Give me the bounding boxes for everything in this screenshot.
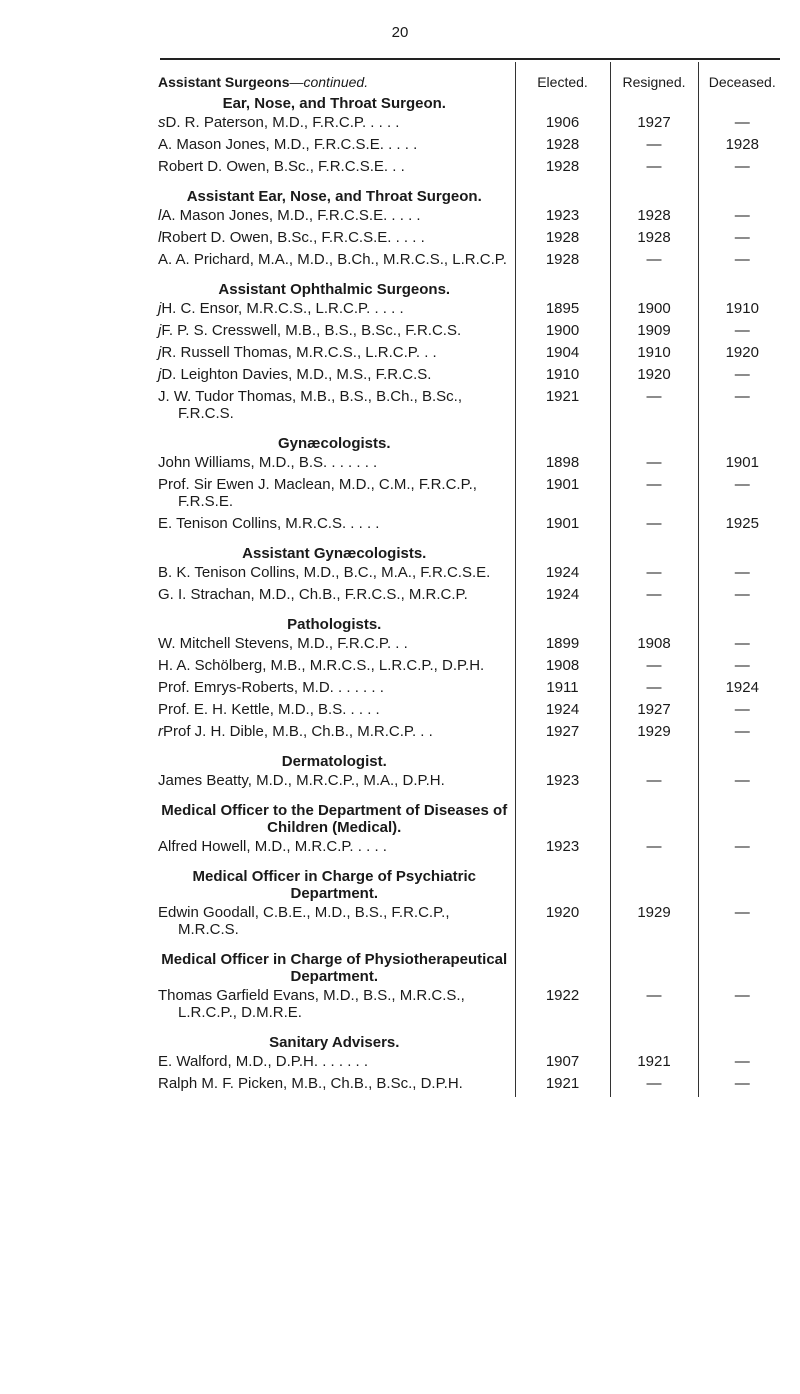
staff-name-cell bbox=[158, 476, 515, 515]
resigned-year: 1928 bbox=[610, 229, 698, 251]
deceased-year: — bbox=[698, 1075, 786, 1097]
elected-year: 1895 bbox=[515, 300, 610, 322]
section-spacer-cell bbox=[515, 794, 610, 838]
staff-name-cell bbox=[158, 229, 515, 251]
section-title: Assistant Ear, Nose, and Throat Surgeon. bbox=[186, 188, 482, 205]
section-spacer-cell bbox=[698, 860, 786, 904]
resigned-year: — bbox=[610, 454, 698, 476]
resigned-year: 1910 bbox=[610, 344, 698, 366]
elected-column-header: Elected. bbox=[515, 62, 610, 95]
roll-mark: s bbox=[158, 114, 166, 131]
section-heading-row bbox=[158, 427, 786, 454]
elected-year: 1924 bbox=[515, 564, 610, 586]
resigned-year: 1908 bbox=[610, 635, 698, 657]
section-spacer-cell bbox=[698, 427, 786, 454]
register-row bbox=[158, 366, 786, 388]
staff-entry bbox=[158, 1053, 511, 1070]
deceased-year: 1910 bbox=[698, 300, 786, 322]
section-spacer-cell bbox=[698, 537, 786, 564]
section-spacer-cell bbox=[610, 794, 698, 838]
section-spacer-cell bbox=[515, 1026, 610, 1053]
resigned-year: — bbox=[610, 838, 698, 860]
register-row bbox=[158, 251, 786, 273]
elected-year: 1900 bbox=[515, 322, 610, 344]
elected-year: 1927 bbox=[515, 723, 610, 745]
deceased-year: — bbox=[698, 388, 786, 427]
deceased-year: — bbox=[698, 635, 786, 657]
register-row bbox=[158, 657, 786, 679]
section-title: Ear, Nose, and Throat Surgeon. bbox=[222, 95, 446, 112]
staff-name: H. C. Ensor, M.R.C.S., L.R.C.P. . . . . bbox=[161, 300, 404, 317]
top-rule bbox=[160, 58, 780, 60]
staff-entry bbox=[158, 1075, 511, 1092]
resigned-year: — bbox=[610, 1075, 698, 1097]
elected-year: 1923 bbox=[515, 772, 610, 794]
staff-name-cell bbox=[158, 366, 515, 388]
section-heading-row bbox=[158, 1026, 786, 1053]
elected-year: 1928 bbox=[515, 158, 610, 180]
staff-name-cell bbox=[158, 251, 515, 273]
staff-name: Alfred Howell, M.D., M.R.C.P. . . . . bbox=[158, 838, 387, 855]
staff-name-cell bbox=[158, 586, 515, 608]
section-spacer-cell bbox=[698, 273, 786, 300]
roll-mark: r bbox=[158, 723, 163, 740]
section-title: Medical Officer in Charge of Psychiatric Department. bbox=[192, 868, 476, 902]
staff-name-cell bbox=[158, 657, 515, 679]
staff-name: G. I. Strachan, M.D., Ch.B., F.R.C.S., M.R.C.P. bbox=[158, 586, 468, 603]
page-number: 20 bbox=[391, 24, 409, 41]
deceased-year: — bbox=[698, 1053, 786, 1075]
staff-entry bbox=[158, 366, 511, 383]
register-row bbox=[158, 322, 786, 344]
section-spacer-cell bbox=[610, 427, 698, 454]
staff-name-cell bbox=[158, 564, 515, 586]
staff-name-cell bbox=[158, 772, 515, 794]
resigned-column-header: Resigned. bbox=[610, 62, 698, 95]
section-heading-row bbox=[158, 860, 786, 904]
elected-year: 1924 bbox=[515, 586, 610, 608]
section-spacer-cell bbox=[515, 745, 610, 772]
staff-name: A. Mason Jones, M.D., F.R.C.S.E. . . . . bbox=[161, 207, 421, 224]
staff-entry bbox=[158, 251, 511, 268]
deceased-year: — bbox=[698, 586, 786, 608]
section-heading-row bbox=[158, 537, 786, 564]
section-title: Sanitary Advisers. bbox=[269, 1034, 400, 1051]
resigned-year: 1929 bbox=[610, 723, 698, 745]
staff-entry bbox=[158, 136, 511, 153]
column-header-row bbox=[158, 62, 786, 95]
resigned-year: 1920 bbox=[610, 366, 698, 388]
roll-mark: j bbox=[158, 366, 162, 383]
staff-name: Edwin Goodall, C.B.E., M.D., B.S., F.R.C.P., M.R.C.S. bbox=[158, 904, 450, 938]
section-spacer-cell bbox=[610, 1026, 698, 1053]
staff-name: A. A. Prichard, M.A., M.D., B.Ch., M.R.C.S., L.R.C.P. bbox=[158, 251, 507, 268]
register-row bbox=[158, 987, 786, 1026]
section-spacer-cell bbox=[698, 608, 786, 635]
resigned-year: — bbox=[610, 476, 698, 515]
staff-entry bbox=[158, 586, 511, 603]
staff-entry bbox=[158, 904, 511, 938]
staff-name-cell bbox=[158, 679, 515, 701]
register-row bbox=[158, 229, 786, 251]
staff-name: James Beatty, M.D., M.R.C.P., M.A., D.P.H. bbox=[158, 772, 445, 789]
elected-year: 1920 bbox=[515, 904, 610, 943]
register-row bbox=[158, 586, 786, 608]
elected-year: 1923 bbox=[515, 207, 610, 229]
section-spacer-cell bbox=[698, 1026, 786, 1053]
deceased-year: — bbox=[698, 701, 786, 723]
register-row bbox=[158, 701, 786, 723]
continued-heading: Assistant Surgeons bbox=[158, 74, 290, 90]
section-spacer-cell bbox=[515, 608, 610, 635]
deceased-year: 1901 bbox=[698, 454, 786, 476]
section-spacer-cell bbox=[515, 537, 610, 564]
resigned-year: 1909 bbox=[610, 322, 698, 344]
elected-year: 1921 bbox=[515, 1075, 610, 1097]
resigned-year: — bbox=[610, 388, 698, 427]
register-row bbox=[158, 1075, 786, 1097]
elected-year: 1908 bbox=[515, 657, 610, 679]
register-row bbox=[158, 476, 786, 515]
section-heading-row bbox=[158, 943, 786, 987]
section-spacer-cell bbox=[610, 537, 698, 564]
roll-mark: l bbox=[158, 229, 162, 246]
staff-entry bbox=[158, 838, 511, 855]
staff-name: E. Walford, M.D., D.P.H. . . . . . . bbox=[158, 1053, 369, 1070]
section-spacer-cell bbox=[610, 273, 698, 300]
deceased-year: — bbox=[698, 229, 786, 251]
register-row bbox=[158, 635, 786, 657]
register-row bbox=[158, 904, 786, 943]
resigned-year: — bbox=[610, 251, 698, 273]
section-title: Assistant Ophthalmic Surgeons. bbox=[218, 281, 451, 298]
register-row bbox=[158, 344, 786, 366]
staff-name: D. Leighton Davies, M.D., M.S., F.R.C.S. bbox=[161, 366, 432, 383]
staff-name-cell bbox=[158, 701, 515, 723]
elected-year: 1911 bbox=[515, 679, 610, 701]
staff-name: E. Tenison Collins, M.R.C.S. . . . . bbox=[158, 515, 380, 532]
deceased-year: — bbox=[698, 772, 786, 794]
register-row bbox=[158, 1053, 786, 1075]
staff-name: Robert D. Owen, B.Sc., F.R.C.S.E. . . . . bbox=[161, 229, 425, 246]
staff-name-cell bbox=[158, 1075, 515, 1097]
staff-entry bbox=[158, 207, 511, 224]
section-spacer-cell bbox=[610, 745, 698, 772]
register-body bbox=[158, 95, 786, 1097]
staff-entry bbox=[158, 701, 511, 718]
section-spacer-cell bbox=[515, 95, 610, 114]
staff-register-table bbox=[158, 62, 786, 1097]
name-column-header bbox=[158, 62, 515, 95]
deceased-year: — bbox=[698, 251, 786, 273]
deceased-year: — bbox=[698, 207, 786, 229]
section-heading-row bbox=[158, 608, 786, 635]
staff-name-cell bbox=[158, 114, 515, 136]
elected-year: 1906 bbox=[515, 114, 610, 136]
staff-entry bbox=[158, 723, 511, 740]
register-row bbox=[158, 772, 786, 794]
staff-name-cell bbox=[158, 207, 515, 229]
staff-name-cell bbox=[158, 454, 515, 476]
staff-name-cell bbox=[158, 904, 515, 943]
deceased-year: 1924 bbox=[698, 679, 786, 701]
roll-mark: l bbox=[158, 207, 162, 224]
register-row bbox=[158, 207, 786, 229]
staff-name: H. A. Schölberg, M.B., M.R.C.S., L.R.C.P., D.P.H. bbox=[158, 657, 485, 674]
section-title: Gynæcologists. bbox=[277, 435, 391, 452]
elected-year: 1922 bbox=[515, 987, 610, 1026]
section-spacer-cell bbox=[610, 943, 698, 987]
deceased-year: — bbox=[698, 904, 786, 943]
staff-name: Prof J. H. Dible, M.B., Ch.B., M.R.C.P. . . bbox=[163, 723, 433, 740]
resigned-year: — bbox=[610, 772, 698, 794]
section-heading-row bbox=[158, 95, 786, 114]
register-row bbox=[158, 564, 786, 586]
staff-name-cell bbox=[158, 987, 515, 1026]
resigned-year: — bbox=[610, 987, 698, 1026]
section-spacer-cell bbox=[515, 860, 610, 904]
section-spacer-cell bbox=[610, 608, 698, 635]
resigned-year: 1927 bbox=[610, 114, 698, 136]
resigned-year: 1927 bbox=[610, 701, 698, 723]
staff-entry bbox=[158, 772, 511, 789]
staff-name-cell bbox=[158, 322, 515, 344]
deceased-year: 1928 bbox=[698, 136, 786, 158]
section-spacer-cell bbox=[698, 794, 786, 838]
deceased-year: — bbox=[698, 158, 786, 180]
section-title: Assistant Gynæcologists. bbox=[242, 545, 427, 562]
staff-entry bbox=[158, 388, 511, 422]
register-page bbox=[0, 62, 800, 1097]
deceased-year: — bbox=[698, 322, 786, 344]
staff-name: B. K. Tenison Collins, M.D., B.C., M.A., F.R.C.S.E. bbox=[158, 564, 491, 581]
section-spacer-cell bbox=[515, 943, 610, 987]
deceased-year: — bbox=[698, 564, 786, 586]
staff-entry bbox=[158, 300, 511, 317]
deceased-year: — bbox=[698, 114, 786, 136]
staff-name: Prof. E. H. Kettle, M.D., B.S. . . . . bbox=[158, 701, 380, 718]
elected-year: 1904 bbox=[515, 344, 610, 366]
staff-entry bbox=[158, 322, 511, 339]
register-row bbox=[158, 158, 786, 180]
deceased-year: 1920 bbox=[698, 344, 786, 366]
staff-name-cell bbox=[158, 300, 515, 322]
staff-name: Robert D. Owen, B.Sc., F.R.C.S.E. . . bbox=[158, 158, 405, 175]
section-spacer-cell bbox=[610, 860, 698, 904]
staff-entry bbox=[158, 564, 511, 581]
elected-year: 1901 bbox=[515, 515, 610, 537]
continued-suffix: —continued. bbox=[289, 74, 369, 90]
register-row bbox=[158, 454, 786, 476]
roll-mark: j bbox=[158, 344, 162, 361]
resigned-year: — bbox=[610, 515, 698, 537]
section-title: Medical Officer in Charge of Physiotherapeutical Department. bbox=[161, 951, 508, 985]
staff-name: J. W. Tudor Thomas, M.B., B.S., B.Ch., B.Sc., F.R.C.S. bbox=[158, 388, 462, 422]
section-spacer-cell bbox=[515, 427, 610, 454]
elected-year: 1899 bbox=[515, 635, 610, 657]
roll-mark: j bbox=[158, 322, 162, 339]
staff-entry bbox=[158, 229, 511, 246]
resigned-year: — bbox=[610, 564, 698, 586]
staff-name-cell bbox=[158, 838, 515, 860]
staff-name: Thomas Garfield Evans, M.D., B.S., M.R.C.S., L.R.C.P., D.M.R.E. bbox=[158, 987, 465, 1021]
roll-mark: j bbox=[158, 300, 162, 317]
register-row bbox=[158, 136, 786, 158]
deceased-year: — bbox=[698, 723, 786, 745]
section-title: Pathologists. bbox=[287, 616, 382, 633]
staff-name: R. Russell Thomas, M.R.C.S., L.R.C.P. . . bbox=[161, 344, 437, 361]
elected-year: 1924 bbox=[515, 701, 610, 723]
elected-year: 1901 bbox=[515, 476, 610, 515]
section-spacer-cell bbox=[698, 943, 786, 987]
section-spacer-cell bbox=[515, 273, 610, 300]
staff-entry bbox=[158, 657, 511, 674]
staff-name: Ralph M. F. Picken, M.B., Ch.B., B.Sc., D.P.H. bbox=[158, 1075, 463, 1092]
section-spacer-cell bbox=[610, 180, 698, 207]
deceased-column-header: Deceased. bbox=[698, 62, 786, 95]
elected-year: 1921 bbox=[515, 388, 610, 427]
staff-entry bbox=[158, 114, 511, 131]
deceased-year: — bbox=[698, 657, 786, 679]
section-heading-row bbox=[158, 180, 786, 207]
staff-name: D. R. Paterson, M.D., F.R.C.P. . . . . bbox=[165, 114, 400, 131]
resigned-year: 1929 bbox=[610, 904, 698, 943]
section-heading-row bbox=[158, 794, 786, 838]
resigned-year: 1900 bbox=[610, 300, 698, 322]
staff-name-cell bbox=[158, 515, 515, 537]
staff-entry bbox=[158, 635, 511, 652]
elected-year: 1898 bbox=[515, 454, 610, 476]
section-spacer-cell bbox=[698, 180, 786, 207]
register-row bbox=[158, 388, 786, 427]
deceased-year: — bbox=[698, 366, 786, 388]
section-spacer-cell bbox=[698, 745, 786, 772]
staff-name-cell bbox=[158, 635, 515, 657]
staff-name: Prof. Sir Ewen J. Maclean, M.D., C.M., F.R.C.P., F.R.S.E. bbox=[158, 476, 477, 510]
resigned-year: 1928 bbox=[610, 207, 698, 229]
staff-name-cell bbox=[158, 136, 515, 158]
staff-entry bbox=[158, 476, 511, 510]
register-row bbox=[158, 723, 786, 745]
staff-name-cell bbox=[158, 158, 515, 180]
resigned-year: — bbox=[610, 158, 698, 180]
resigned-year: — bbox=[610, 657, 698, 679]
staff-entry bbox=[158, 987, 511, 1021]
section-heading-row bbox=[158, 273, 786, 300]
elected-year: 1907 bbox=[515, 1053, 610, 1075]
elected-year: 1928 bbox=[515, 136, 610, 158]
resigned-year: 1921 bbox=[610, 1053, 698, 1075]
staff-name-cell bbox=[158, 1053, 515, 1075]
resigned-year: — bbox=[610, 586, 698, 608]
staff-entry bbox=[158, 454, 511, 471]
section-spacer-cell bbox=[515, 180, 610, 207]
elected-year: 1928 bbox=[515, 251, 610, 273]
resigned-year: — bbox=[610, 679, 698, 701]
register-row bbox=[158, 679, 786, 701]
resigned-year: — bbox=[610, 136, 698, 158]
staff-name: John Williams, M.D., B.S. . . . . . . bbox=[158, 454, 378, 471]
register-row bbox=[158, 515, 786, 537]
staff-name-cell bbox=[158, 723, 515, 745]
elected-year: 1928 bbox=[515, 229, 610, 251]
section-spacer-cell bbox=[698, 95, 786, 114]
staff-entry bbox=[158, 158, 511, 175]
register-row bbox=[158, 838, 786, 860]
staff-entry bbox=[158, 679, 511, 696]
staff-name: W. Mitchell Stevens, M.D., F.R.C.P. . . bbox=[158, 635, 408, 652]
staff-name-cell bbox=[158, 388, 515, 427]
staff-entry bbox=[158, 515, 511, 532]
deceased-year: 1925 bbox=[698, 515, 786, 537]
elected-year: 1923 bbox=[515, 838, 610, 860]
staff-entry bbox=[158, 344, 511, 361]
register-row bbox=[158, 114, 786, 136]
staff-name: Prof. Emrys-Roberts, M.D. . . . . . . bbox=[158, 679, 384, 696]
elected-year: 1910 bbox=[515, 366, 610, 388]
staff-name: F. P. S. Cresswell, M.B., B.S., B.Sc., F.R.C.S. bbox=[161, 322, 462, 339]
staff-name: A. Mason Jones, M.D., F.R.C.S.E. . . . . bbox=[158, 136, 418, 153]
section-title: Dermatologist. bbox=[281, 753, 387, 770]
register-row bbox=[158, 300, 786, 322]
staff-name-cell bbox=[158, 344, 515, 366]
section-spacer-cell bbox=[610, 95, 698, 114]
deceased-year: — bbox=[698, 987, 786, 1026]
deceased-year: — bbox=[698, 476, 786, 515]
deceased-year: — bbox=[698, 838, 786, 860]
section-heading-row bbox=[158, 745, 786, 772]
section-title: Medical Officer to the Department of Diseases of Children (Medical). bbox=[161, 802, 508, 836]
